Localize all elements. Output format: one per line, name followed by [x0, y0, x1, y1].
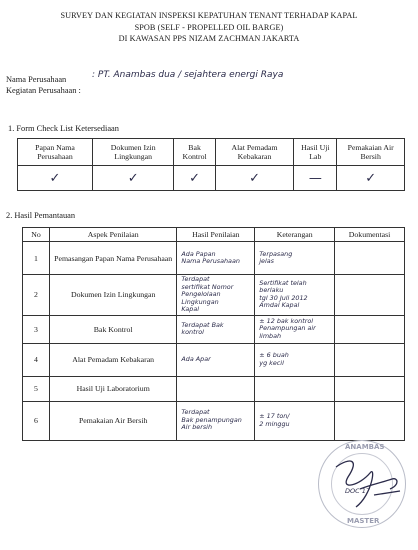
header-line-3: DI KAWASAN PPS NIZAM ZACHMAN JAKARTA: [118, 34, 300, 43]
row-documentation: [335, 242, 405, 275]
checkmark: ✓: [18, 166, 93, 191]
row-remark: ± 6 buah yg kecil: [255, 343, 335, 376]
document-header: [0, 10, 418, 45]
row-result: Ada Apar: [177, 343, 255, 376]
row-result: Ada Papan Nama Perusahaan: [177, 242, 255, 275]
checklist-header: Dokumen Izin Lingkungan: [92, 139, 173, 166]
monitoring-table: [22, 227, 405, 441]
row-documentation: [335, 401, 405, 440]
row-result: Terdapat Bak penampungan Air bersih: [177, 401, 255, 440]
section1-title: 1. Form Check List Ketersediaan: [8, 124, 119, 133]
monitoring-header: Keterangan: [255, 228, 335, 242]
row-number: 3: [23, 315, 50, 343]
company-name-label: Nama Perusahaan: [6, 75, 67, 84]
checkmark: ✓: [92, 166, 173, 191]
checkmark: ✓: [174, 166, 215, 191]
table-row: [23, 275, 405, 316]
checklist-header: Hasil Uji Lab: [294, 139, 337, 166]
row-documentation: [335, 275, 405, 316]
stamp-text-top: ANAMBAS: [345, 443, 385, 451]
checklist-table: [17, 138, 405, 191]
row-remark: Terpasang jelas: [255, 242, 335, 275]
monitoring-header: Dokumentasi: [335, 228, 405, 242]
row-remark: ± 12 bak kontrol Penampungan air limbah: [255, 315, 335, 343]
row-aspect: Alat Pemadam Kebakaran: [49, 343, 177, 376]
row-documentation: [335, 343, 405, 376]
signature-date: DOC 17: [345, 487, 370, 495]
row-aspect: Dokumen Izin Lingkungan: [49, 275, 177, 316]
row-result: Terdapat sertifikat Nomor Pengelolaan Lingkungan Kapal: [177, 275, 255, 316]
row-aspect: Bak Kontrol: [49, 315, 177, 343]
checklist-header: Alat Pemadam Kebakaran: [215, 139, 294, 166]
header-line-1: SURVEY DAN KEGIATAN INSPEKSI KEPATUHAN TENANT TERHADAP KAPAL: [60, 11, 358, 20]
row-documentation: [335, 376, 405, 401]
header-line-2: SPOB (SELF - PROPELLED OIL BARGE): [134, 22, 284, 32]
row-documentation: [335, 315, 405, 343]
monitoring-header: No: [23, 228, 50, 242]
monitoring-header: Hasil Penilaian: [177, 228, 255, 242]
row-remark: Sertifikat telah berlaku tgl 30 Juli 2012 Amdal Kapal: [255, 275, 335, 316]
section2-title: 2. Hasil Pemantauan: [6, 211, 76, 220]
checkmark: ✓: [337, 166, 405, 191]
dash-mark: —: [294, 166, 337, 191]
checklist-header: Bak Kontrol: [174, 139, 215, 166]
checklist-header: Papan Nama Perusahaan: [18, 139, 93, 166]
monitoring-header: Aspek Penilaian: [49, 228, 177, 242]
row-number: 5: [23, 376, 50, 401]
signature-icon: [330, 455, 410, 515]
table-row: [23, 401, 405, 440]
row-number: 4: [23, 343, 50, 376]
row-remark: [255, 376, 335, 401]
row-number: 1: [23, 242, 50, 275]
row-aspect: Pemasangan Papan Nama Perusahaan: [49, 242, 177, 275]
table-row: [23, 343, 405, 376]
row-aspect: Pemakaian Air Bersih: [49, 401, 177, 440]
row-result: Terdapat Bak kontrol: [177, 315, 255, 343]
row-remark: ± 17 ton/ 2 minggu: [255, 401, 335, 440]
checklist-header: Pemakaian Air Bersih: [337, 139, 405, 166]
table-row: [23, 242, 405, 275]
row-aspect: Hasil Uji Laboratorium: [49, 376, 177, 401]
company-activity-label: Kegiatan Perusahaan :: [6, 86, 81, 95]
row-number: 2: [23, 275, 50, 316]
row-result: [177, 376, 255, 401]
company-name-value: : PT. Anambas dua / sejahtera energi Raya: [92, 70, 284, 80]
row-number: 6: [23, 401, 50, 440]
checkmark: ✓: [215, 166, 294, 191]
stamp-text-bottom: MASTER: [347, 517, 380, 525]
table-row: [23, 376, 405, 401]
table-row: [23, 315, 405, 343]
